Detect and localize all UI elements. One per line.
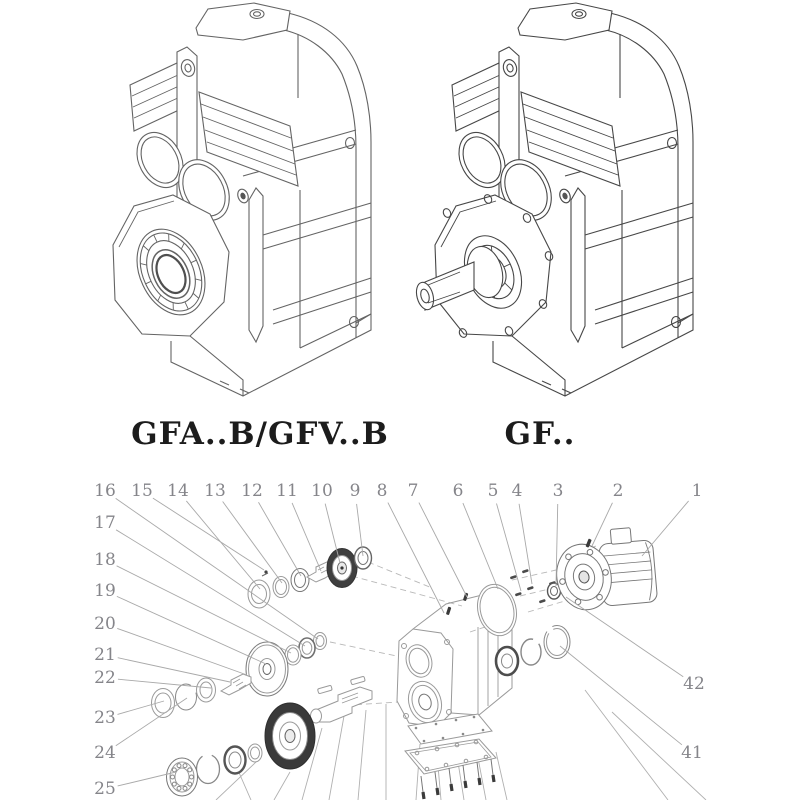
callout-number-9: 9 <box>349 481 361 501</box>
leader-line-11 <box>292 503 321 571</box>
callout-number-19: 19 <box>94 581 116 601</box>
leader-line-41 <box>560 646 682 745</box>
callout-number-18: 18 <box>94 550 116 570</box>
motor-and-input-flange <box>472 526 657 675</box>
model-label-gfab-gfvb: GFA..B/GFV..B <box>131 416 389 452</box>
model-label-gf: GF.. <box>504 416 576 452</box>
gear-reducer-hollow-shaft-drawing <box>113 3 371 396</box>
leader-line-5 <box>497 504 521 591</box>
leader-line-7 <box>419 503 467 597</box>
callout-number-17: 17 <box>94 513 116 533</box>
callout-number-13: 13 <box>204 481 226 501</box>
callout-number-42: 42 <box>683 674 705 694</box>
leader-line-20 <box>117 628 247 675</box>
callout-number-23: 23 <box>94 708 116 728</box>
leader-line-1 <box>642 501 689 556</box>
callout-number-1: 1 <box>691 481 703 501</box>
callout-number-14: 14 <box>167 481 189 501</box>
input-pinion-set <box>248 547 372 608</box>
callout-number-6: 6 <box>452 481 464 501</box>
callout-number-24: 24 <box>94 743 116 763</box>
housing-top-bolts <box>446 593 469 616</box>
callout-number-25: 25 <box>94 779 116 799</box>
leader-line-18 <box>117 566 291 653</box>
callout-number-41: 41 <box>681 743 703 763</box>
callout-number-7: 7 <box>407 481 419 501</box>
callout-number-16: 16 <box>94 481 116 501</box>
leader-line-15 <box>153 498 264 570</box>
callout-number-15: 15 <box>131 481 153 501</box>
callout-number-11: 11 <box>276 481 298 501</box>
leader-line-21 <box>118 658 230 682</box>
callout-number-3: 3 <box>552 481 564 501</box>
exploded-parts-diagram <box>152 526 707 800</box>
bottom-cover-assembly <box>405 714 496 799</box>
callout-number-22: 22 <box>94 668 116 688</box>
gear-reducer-solid-shaft-drawing <box>414 3 693 396</box>
leader-line-8 <box>388 503 444 613</box>
callout-number-12: 12 <box>241 481 263 501</box>
leader-line-6 <box>463 503 498 589</box>
callout-number-20: 20 <box>94 614 116 634</box>
callout-number-21: 21 <box>94 645 116 665</box>
callout-number-4: 4 <box>511 481 523 501</box>
callout-number-5: 5 <box>487 481 499 501</box>
callout-number-10: 10 <box>311 481 333 501</box>
leader-line-16 <box>116 498 318 639</box>
leader-line-13 <box>223 502 282 583</box>
leader-line-22 <box>118 679 211 688</box>
callout-number-2: 2 <box>612 481 624 501</box>
intermediate-gear-set <box>152 633 327 718</box>
leader-line-14 <box>186 501 260 589</box>
callout-number-8: 8 <box>376 481 388 501</box>
leader-line-2 <box>592 503 612 546</box>
leader-line-12 <box>258 502 301 576</box>
leader-line-19 <box>117 596 266 664</box>
